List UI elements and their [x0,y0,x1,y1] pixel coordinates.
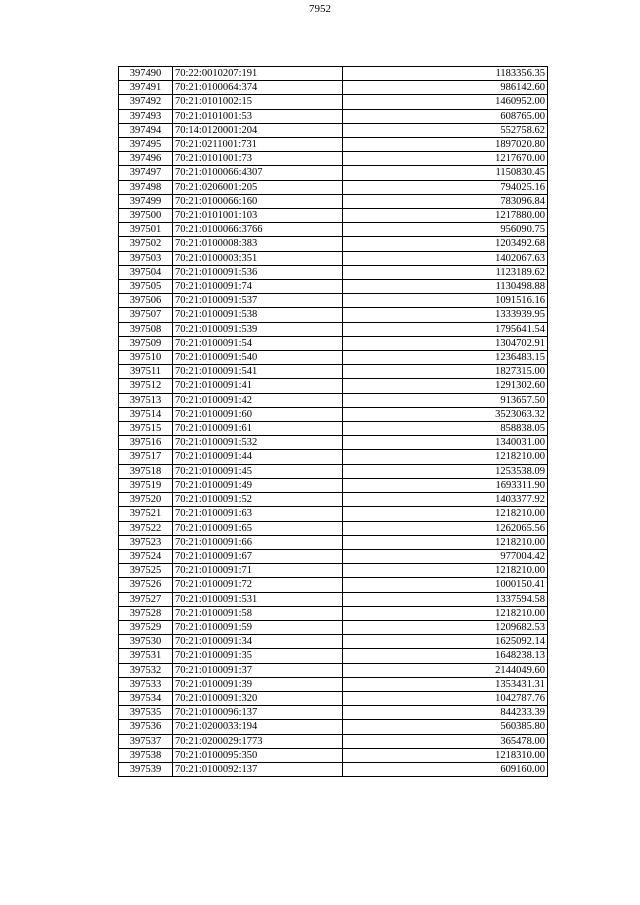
cadastral-number-cell: 70:21:0100091:59 [173,620,343,634]
cadastral-value-cell: 1304702.91 [343,336,548,350]
cadastral-number-cell: 70:21:0200033:194 [173,720,343,734]
cadastral-number-cell: 70:21:0100091:538 [173,308,343,322]
cadastral-value-cell: 2144049.60 [343,663,548,677]
table-row [119,365,548,379]
table-row [119,194,548,208]
row-number-cell: 397536 [119,720,173,734]
row-number-cell: 397492 [119,95,173,109]
row-number-cell: 397534 [119,691,173,705]
row-number-cell: 397522 [119,521,173,535]
cadastral-number-cell: 70:21:0100091:72 [173,578,343,592]
row-number-cell: 397495 [119,138,173,152]
cadastral-number-cell: 70:21:0100091:541 [173,365,343,379]
row-number-cell: 397498 [119,180,173,194]
table-row [119,152,548,166]
table-row [119,407,548,421]
cadastral-value-cell: 794025.16 [343,180,548,194]
row-number-cell: 397513 [119,393,173,407]
cadastral-number-cell: 70:21:0100096:137 [173,706,343,720]
row-number-cell: 397523 [119,535,173,549]
cadastral-value-cell: 1460952.00 [343,95,548,109]
table-row [119,521,548,535]
table-row [119,138,548,152]
table-row [119,748,548,762]
cadastral-value-cell: 1217670.00 [343,152,548,166]
cadastral-number-cell: 70:21:0101001:53 [173,109,343,123]
row-number-cell: 397520 [119,493,173,507]
row-number-cell: 397494 [119,123,173,137]
cadastral-number-cell: 70:21:0100091:320 [173,691,343,705]
cadastral-value-cell: 1203492.68 [343,237,548,251]
row-number-cell: 397533 [119,677,173,691]
cadastral-number-cell: 70:21:0101001:73 [173,152,343,166]
table-row [119,308,548,322]
table-body [119,67,548,777]
cadastral-number-cell: 70:21:0100091:42 [173,393,343,407]
cadastral-number-cell: 70:21:0101002:15 [173,95,343,109]
cadastral-number-cell: 70:21:0100091:536 [173,265,343,279]
cadastral-number-cell: 70:21:0100091:52 [173,493,343,507]
cadastral-value-cell: 1625092.14 [343,635,548,649]
cadastral-value-cell: 1218210.00 [343,606,548,620]
cadastral-value-cell: 1217880.00 [343,209,548,223]
cadastral-number-cell: 70:21:0100091:63 [173,507,343,521]
row-number-cell: 397510 [119,351,173,365]
cadastral-value-cell: 1337594.58 [343,592,548,606]
table-row [119,322,548,336]
table-row [119,691,548,705]
cadastral-value-cell: 977004.42 [343,549,548,563]
table-row [119,564,548,578]
cadastral-number-cell: 70:21:0100091:49 [173,478,343,492]
row-number-cell: 397521 [119,507,173,521]
table-row [119,734,548,748]
row-number-cell: 397537 [119,734,173,748]
cadastral-number-cell: 70:21:0200029:1773 [173,734,343,748]
cadastral-value-cell: 1897020.80 [343,138,548,152]
cadastral-number-cell: 70:21:0100091:531 [173,592,343,606]
table-row [119,635,548,649]
table-row [119,123,548,137]
table-row [119,450,548,464]
cadastral-number-cell: 70:21:0100091:60 [173,407,343,421]
cadastral-value-cell: 1648238.13 [343,649,548,663]
row-number-cell: 397501 [119,223,173,237]
cadastral-value-cell: 1042787.76 [343,691,548,705]
table-row [119,237,548,251]
cadastral-number-cell: 70:21:0100091:44 [173,450,343,464]
row-number-cell: 397514 [119,407,173,421]
row-number-cell: 397515 [119,422,173,436]
cadastral-number-cell: 70:21:0100091:65 [173,521,343,535]
cadastral-value-cell: 913657.50 [343,393,548,407]
table-row [119,351,548,365]
cadastral-number-cell: 70:21:0100091:35 [173,649,343,663]
table-row [119,720,548,734]
row-number-cell: 397491 [119,81,173,95]
row-number-cell: 397525 [119,564,173,578]
row-number-cell: 397506 [119,294,173,308]
cadastral-value-cell: 844233.39 [343,706,548,720]
table-row [119,464,548,478]
cadastral-value-cell: 1218210.00 [343,535,548,549]
cadastral-value-cell: 1183356.35 [343,67,548,81]
cadastral-number-cell: 70:21:0100091:532 [173,436,343,450]
table-row [119,606,548,620]
cadastral-number-cell: 70:21:0211001:731 [173,138,343,152]
row-number-cell: 397524 [119,549,173,563]
row-number-cell: 397504 [119,265,173,279]
cadastral-number-cell: 70:22:0010207:191 [173,67,343,81]
cadastral-value-cell: 1091516.16 [343,294,548,308]
page-number: 7952 [309,3,331,15]
row-number-cell: 397496 [119,152,173,166]
table-row [119,592,548,606]
row-number-cell: 397519 [119,478,173,492]
cadastral-value-cell: 1218210.00 [343,507,548,521]
cadastral-value-cell: 1236483.15 [343,351,548,365]
row-number-cell: 397507 [119,308,173,322]
row-number-cell: 397530 [119,635,173,649]
row-number-cell: 397529 [119,620,173,634]
table-row [119,493,548,507]
table-row [119,294,548,308]
table-row [119,620,548,634]
row-number-cell: 397508 [119,322,173,336]
row-number-cell: 397505 [119,280,173,294]
table-row [119,436,548,450]
cadastral-value-cell: 858838.05 [343,422,548,436]
cadastral-number-cell: 70:21:0100091:45 [173,464,343,478]
cadastral-number-cell: 70:21:0100003:351 [173,251,343,265]
cadastral-value-cell: 1130498.88 [343,280,548,294]
table-row [119,265,548,279]
row-number-cell: 397528 [119,606,173,620]
cadastral-value-cell: 1795641.54 [343,322,548,336]
cadastral-value-cell: 1209682.53 [343,620,548,634]
cadastral-number-cell: 70:21:0100091:74 [173,280,343,294]
cadastral-value-cell: 1123189.62 [343,265,548,279]
cadastral-number-cell: 70:21:0100095:350 [173,748,343,762]
table-row [119,507,548,521]
row-number-cell: 397518 [119,464,173,478]
cadastral-number-cell: 70:21:0100091:67 [173,549,343,563]
table-row [119,762,548,776]
cadastral-number-cell: 70:21:0100008:383 [173,237,343,251]
table-row [119,578,548,592]
cadastral-value-cell: 1291302.60 [343,379,548,393]
cadastral-value-cell: 1262065.56 [343,521,548,535]
table-row [119,663,548,677]
cadastral-value-cell: 1218310.00 [343,748,548,762]
cadastral-value-cell: 1000150.41 [343,578,548,592]
cadastral-number-cell: 70:21:0101001:103 [173,209,343,223]
row-number-cell: 397539 [119,762,173,776]
cadastral-value-table [118,66,548,777]
cadastral-value-cell: 1340031.00 [343,436,548,450]
table-row [119,336,548,350]
cadastral-number-cell: 70:21:0100092:137 [173,762,343,776]
cadastral-number-cell: 70:21:0100091:37 [173,663,343,677]
table-row [119,223,548,237]
row-number-cell: 397511 [119,365,173,379]
cadastral-value-cell: 608765.00 [343,109,548,123]
table-row [119,549,548,563]
table-row [119,280,548,294]
table-row [119,180,548,194]
table-row [119,81,548,95]
cadastral-number-cell: 70:21:0100066:3766 [173,223,343,237]
row-number-cell: 397493 [119,109,173,123]
table-row [119,649,548,663]
row-number-cell: 397512 [119,379,173,393]
cadastral-number-cell: 70:21:0100091:34 [173,635,343,649]
row-number-cell: 397531 [119,649,173,663]
cadastral-value-cell: 3523063.32 [343,407,548,421]
table-row [119,67,548,81]
row-number-cell: 397517 [119,450,173,464]
cadastral-value-cell: 1218210.00 [343,450,548,464]
cadastral-number-cell: 70:21:0206001:205 [173,180,343,194]
table-row [119,393,548,407]
cadastral-number-cell: 70:21:0100091:54 [173,336,343,350]
row-number-cell: 397509 [119,336,173,350]
row-number-cell: 397535 [119,706,173,720]
cadastral-number-cell: 70:21:0100091:539 [173,322,343,336]
cadastral-value-cell: 1333939.95 [343,308,548,322]
cadastral-value-cell: 1827315.00 [343,365,548,379]
cadastral-number-cell: 70:21:0100091:41 [173,379,343,393]
cadastral-number-cell: 70:21:0100091:540 [173,351,343,365]
cadastral-number-cell: 70:21:0100091:71 [173,564,343,578]
row-number-cell: 397503 [119,251,173,265]
table-row [119,422,548,436]
row-number-cell: 397497 [119,166,173,180]
cadastral-value-cell: 1693311.90 [343,478,548,492]
table-row [119,478,548,492]
cadastral-number-cell: 70:21:0100091:61 [173,422,343,436]
cadastral-value-cell: 956090.75 [343,223,548,237]
row-number-cell: 397499 [119,194,173,208]
cadastral-number-cell: 70:21:0100091:58 [173,606,343,620]
row-number-cell: 397538 [119,748,173,762]
cadastral-value-cell: 783096.84 [343,194,548,208]
row-number-cell: 397490 [119,67,173,81]
cadastral-value-cell: 552758.62 [343,123,548,137]
row-number-cell: 397502 [119,237,173,251]
cadastral-number-cell: 70:21:0100066:160 [173,194,343,208]
cadastral-value-cell: 1150830.45 [343,166,548,180]
table-row [119,706,548,720]
row-number-cell: 397527 [119,592,173,606]
row-number-cell: 397532 [119,663,173,677]
cadastral-value-cell: 1402067.63 [343,251,548,265]
cadastral-number-cell: 70:21:0100064:374 [173,81,343,95]
row-number-cell: 397500 [119,209,173,223]
table-row [119,379,548,393]
table-row [119,209,548,223]
table-row [119,677,548,691]
cadastral-value-cell: 1253538.09 [343,464,548,478]
table-row [119,95,548,109]
cadastral-value-cell: 1218210.00 [343,564,548,578]
table-row [119,535,548,549]
cadastral-value-cell: 609160.00 [343,762,548,776]
row-number-cell: 397526 [119,578,173,592]
row-number-cell: 397516 [119,436,173,450]
cadastral-number-cell: 70:14:0120001:204 [173,123,343,137]
table-row [119,166,548,180]
table-row [119,251,548,265]
cadastral-value-cell: 560385.80 [343,720,548,734]
cadastral-value-cell: 1353431.31 [343,677,548,691]
cadastral-value-cell: 986142.60 [343,81,548,95]
cadastral-number-cell: 70:21:0100091:537 [173,294,343,308]
cadastral-value-cell: 1403377.92 [343,493,548,507]
cadastral-number-cell: 70:21:0100066:4307 [173,166,343,180]
cadastral-value-cell: 365478.00 [343,734,548,748]
cadastral-number-cell: 70:21:0100091:39 [173,677,343,691]
table-row [119,109,548,123]
cadastral-number-cell: 70:21:0100091:66 [173,535,343,549]
